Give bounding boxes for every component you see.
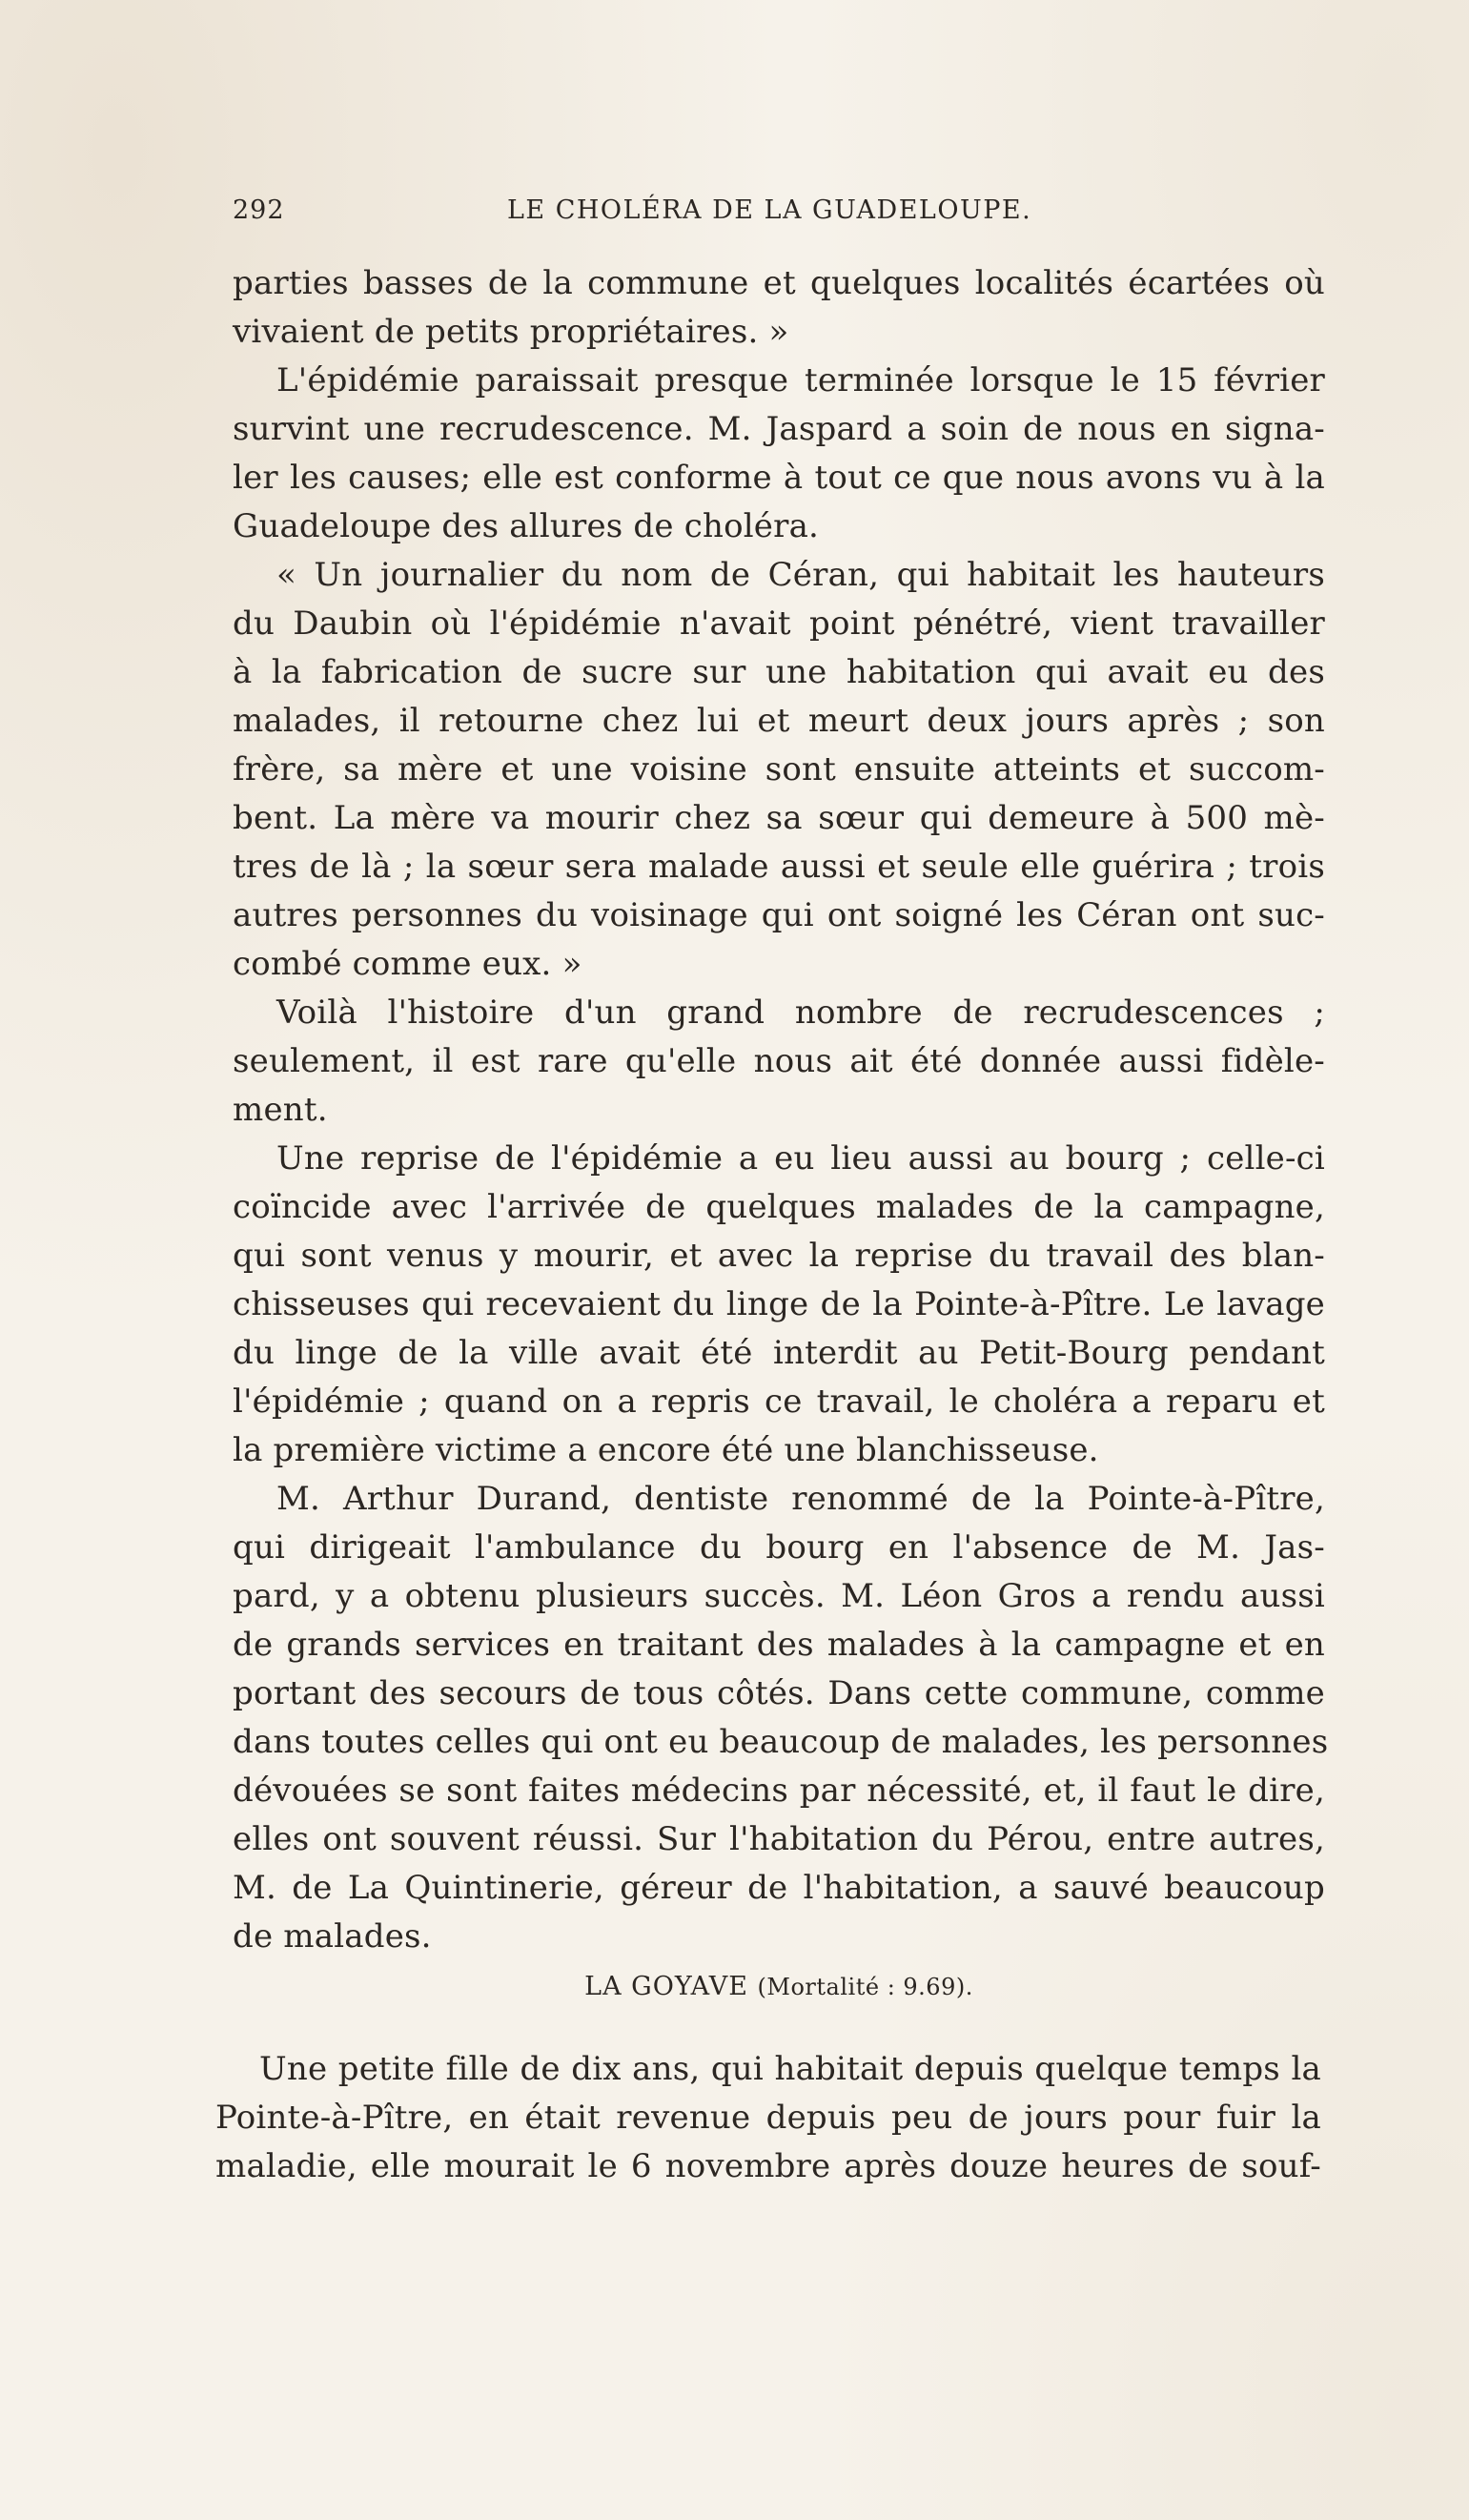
text-line: Voilà l'histoire d'un grand nombre de recrudescences ; (276, 994, 1325, 1032)
text-line: l'épidémie ; quand on a repris ce travail, le choléra a reparu et (233, 1383, 1325, 1421)
text-line: qui sont venus y mourir, et avec la reprise du travail des blan- (233, 1237, 1325, 1275)
text-line: ler les causes; elle est conforme à tout ce que nous avons vu à la (233, 459, 1325, 497)
text-line: portant des secours de tous côtés. Dans cette commune, comme (233, 1674, 1325, 1712)
text-line: elles ont souvent réussi. Sur l'habitation du Pérou, entre autres, (233, 1820, 1325, 1858)
text-line: seulement, il est rare qu'elle nous ait été donnée aussi fidèle- (233, 1042, 1325, 1080)
text-line: à la fabrication de sucre sur une habitation qui avait eu des (233, 653, 1325, 691)
text-line: Pointe-à-Pître, en était revenue depuis peu de jours pour fuir la (215, 2099, 1321, 2137)
text-line: maladie, elle mourait le 6 novembre après douze heures de souf- (215, 2147, 1321, 2185)
text-line: la première victime a encore été une blanchisseuse. (233, 1431, 1099, 1469)
text-line: de malades. (233, 1917, 432, 1956)
body-text (233, 259, 1329, 1961)
text-line: dévouées se sont faites médecins par nécessité, et, il faut le dire, (233, 1772, 1325, 1810)
text-line: coïncide avec l'arrivée de quelques malades de la campagne, (233, 1188, 1325, 1226)
text-line: survint une recrudescence. M. Jaspard a soin de nous en signa- (233, 410, 1325, 448)
text-line: autres personnes du voisinage qui ont soigné les Céran ont suc- (233, 896, 1325, 934)
text-line: Guadeloupe des allures de choléra. (233, 507, 820, 545)
text-line: du linge de la ville avait été interdit au Petit-Bourg pendant (233, 1334, 1325, 1372)
text-line: du Daubin où l'épidémie n'avait point pénétré, vient travailler (233, 604, 1325, 643)
text-line: M. de La Quintinerie, géreur de l'habitation, a sauvé beaucoup (233, 1869, 1325, 1907)
section-body-text (215, 2045, 1321, 2191)
text-line: ment. (233, 1091, 328, 1129)
text-line: frère, sa mère et une voisine sont ensuite atteints et succom- (233, 750, 1325, 789)
text-line: qui dirigeait l'ambulance du bourg en l'absence de M. Jas- (233, 1528, 1325, 1567)
page-number: 292 (233, 195, 285, 225)
text-line: parties basses de la commune et quelques localités écartées où (233, 264, 1325, 302)
text-line: chisseuses qui recevaient du linge de la Pointe-à-Pître. Le lavage (233, 1285, 1325, 1323)
text-line: vivaient de petits propriétaires. » (233, 313, 789, 351)
text-line: pard, y a obtenu plusieurs succès. M. Léon Gros a rendu aussi (233, 1577, 1325, 1615)
text-line: tres de là ; la sœur sera malade aussi et seule elle guérira ; trois (233, 848, 1325, 886)
running-head (233, 195, 1329, 243)
text-line: L'épidémie paraissait presque terminée lorsque le 15 février (276, 361, 1325, 400)
running-title: LE CHOLÉRA DE LA GUADELOUPE. (507, 195, 1032, 225)
text-line: bent. La mère va mourir chez sa sœur qui demeure à 500 mè- (233, 799, 1325, 837)
text-line: de grands services en traitant des malades à la campagne et en (233, 1626, 1325, 1664)
text-line: malades, il retourne chez lui et meurt deux jours après ; son (233, 702, 1325, 740)
section-heading (233, 1972, 1325, 2001)
text-line: Une petite fille de dix ans, qui habitait depuis quelque temps la (259, 2050, 1321, 2088)
text-line: M. Arthur Durand, dentiste renommé de la Pointe-à-Pître, (276, 1480, 1325, 1518)
section-mortality: (Mortalité : 9.69). (757, 1974, 973, 2000)
text-line: « Un journalier du nom de Céran, qui habitait les hauteurs (276, 556, 1325, 594)
text-line: Une reprise de l'épidémie a eu lieu aussi au bourg ; celle-ci (276, 1139, 1325, 1178)
section-title: LA GOYAVE (584, 1972, 748, 2001)
text-line: dans toutes celles qui ont eu beaucoup de malades, les personnes (233, 1723, 1329, 1761)
text-line: combé comme eux. » (233, 945, 582, 983)
